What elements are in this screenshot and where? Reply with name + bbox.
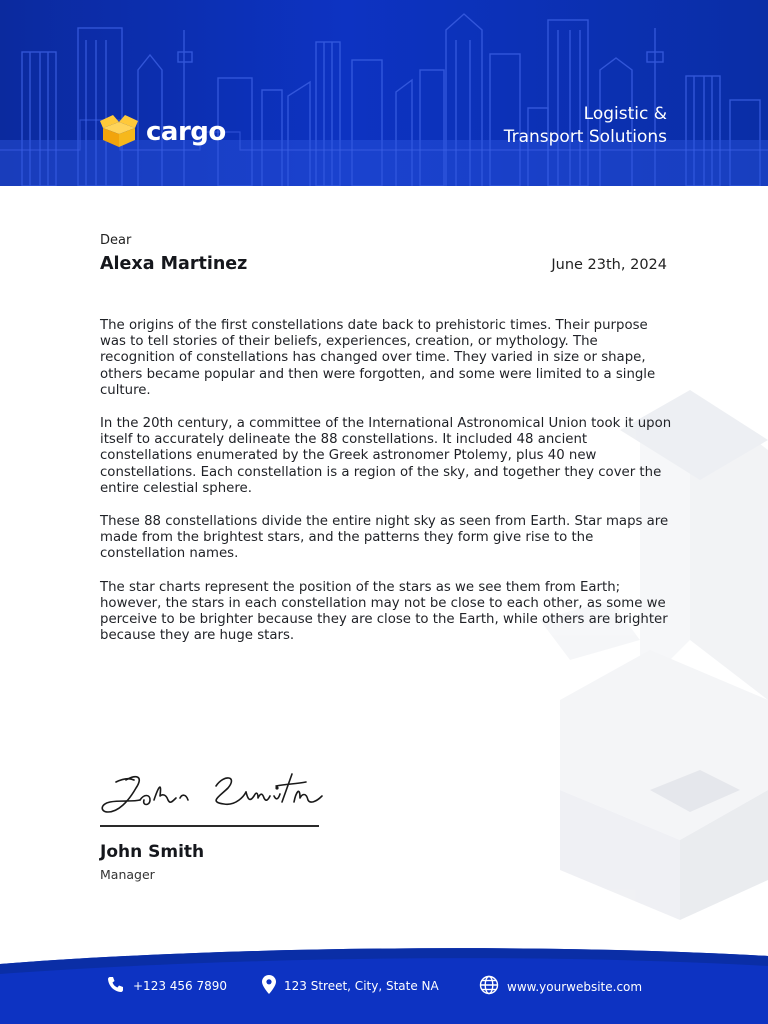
signature-line [100,825,319,827]
phone-icon [107,975,125,996]
address-text: 123 Street, City, State NA [284,979,439,993]
paragraph: The origins of the first constellations date back to prehistoric times. Their purpose was to tell stories of their beliefs, experiences, creation, or mythology. The recognition of constellations has changed over time. They varied in size or shape, others became popular and then were forgotten, and some were limited to a single culture. [100,318,656,398]
letter-body [100,318,672,661]
signer-name: John Smith [100,842,205,862]
location-pin-icon [262,975,276,997]
handwritten-signature [96,766,326,826]
salutation: Dear [100,233,132,248]
website-link[interactable]: www.yourwebsite.com [507,979,643,994]
tagline-line-2: Transport Solutions [503,127,667,147]
letter-date: June 23th, 2024 [551,257,667,273]
phone-number: +123 456 7890 [133,978,228,993]
globe-icon [479,975,499,998]
footer-phone [107,975,227,996]
footer-website[interactable] [479,975,642,998]
signer-title: Manager [100,867,155,882]
tagline-line-1: Logistic & [583,104,667,124]
recipient-name: Alexa Martinez [100,254,248,274]
paragraph: The star charts represent the position of the stars as we see them from Earth; however, the stars in each constellation may not be close to each other, as some we perceive to be brighter because they are close to the Earth, while others are brighter because they are huge stars. [100,579,668,644]
paragraph: In the 20th century, a committee of the International Astronomical Union took it upon itself to accurately delineate the 88 constellations. It included 48 ancient constellations enumerated by the Greek astronomer Ptolemy, plus 40 new constellations. Each constellation is a region of the sky, and together they cover the entire celestial sphere. [100,416,672,496]
logo-wordmark: cargo [146,117,226,147]
footer-address [262,975,439,997]
paragraph: These 88 constellations divide the entire night sky as seen from Earth. Star maps are made from the brightest stars, and the patterns they form give rise to the constellation names. [100,514,669,562]
